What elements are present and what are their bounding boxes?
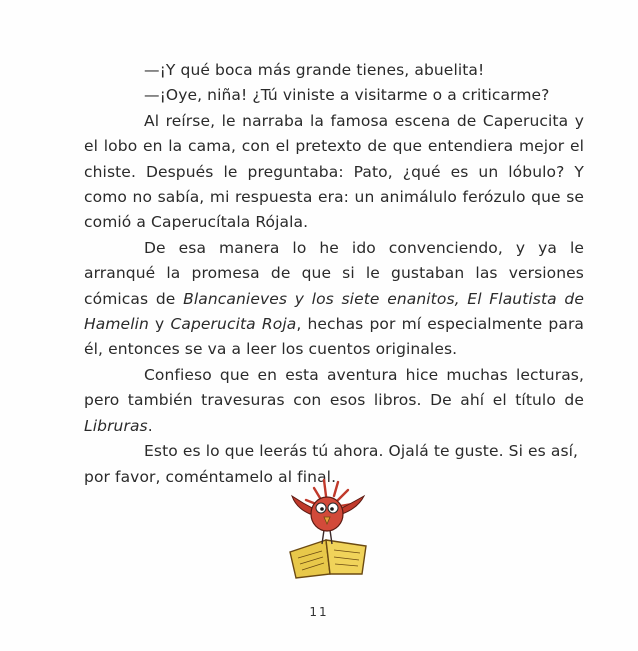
open-book-icon [290, 540, 366, 578]
paragraph-caperucita: Al reírse, le narraba la famosa escena de Caperucita y el lobo en la cama, con el pretexto de que entendiera mejor el chiste. Después le preguntaba: Pato, ¿qué es un lóbulo? Y como no sabía, mi respuesta era: un animálulo ferózulo que se comió a Caperucítala Rójala. [84, 111, 584, 232]
dialogue-line-2: —¡Oye, niña! ¿Tú viniste a visitarme o a criticarme? [144, 86, 550, 105]
paragraph-promesa-text-2: y [148, 315, 171, 334]
bird-on-book-icon [284, 474, 374, 584]
dialogue-line-1: —¡Y qué boca más grande tienes, abuelita! [144, 61, 485, 79]
title-blancanieves-flautista: Blancanieves y los siete enanitos, El Flautista de Hamelin [84, 289, 584, 334]
paragraph-confieso-text-1: Confieso que en esta aventura hice muchas lecturas, pero también travesuras con esos libros. De ahí el título de [84, 365, 584, 410]
paragraph-confieso [84, 363, 584, 439]
paragraph-promesa-text-1: De esa manera lo he ido convenciendo, y ya le arranqué la promesa de que si le gustaban las versiones cómicas de [84, 238, 584, 308]
title-caperucita-roja: Caperucita Roja [170, 315, 297, 334]
page-text [84, 58, 584, 490]
title-libruras: Libruras [84, 416, 148, 435]
page-number: 11 [309, 605, 329, 619]
paragraph-promesa-text-3: , hechas por mí especialmente para él, entonces se va a leer los cuentos originales. [84, 315, 585, 359]
paragraph-confieso-text-2: . [147, 416, 153, 435]
paragraph-promesa [84, 236, 584, 363]
paragraph-closing: Esto es lo que leerás tú ahora. Ojalá te guste. Si es así, por favor, coméntamelo al final. [84, 442, 579, 486]
